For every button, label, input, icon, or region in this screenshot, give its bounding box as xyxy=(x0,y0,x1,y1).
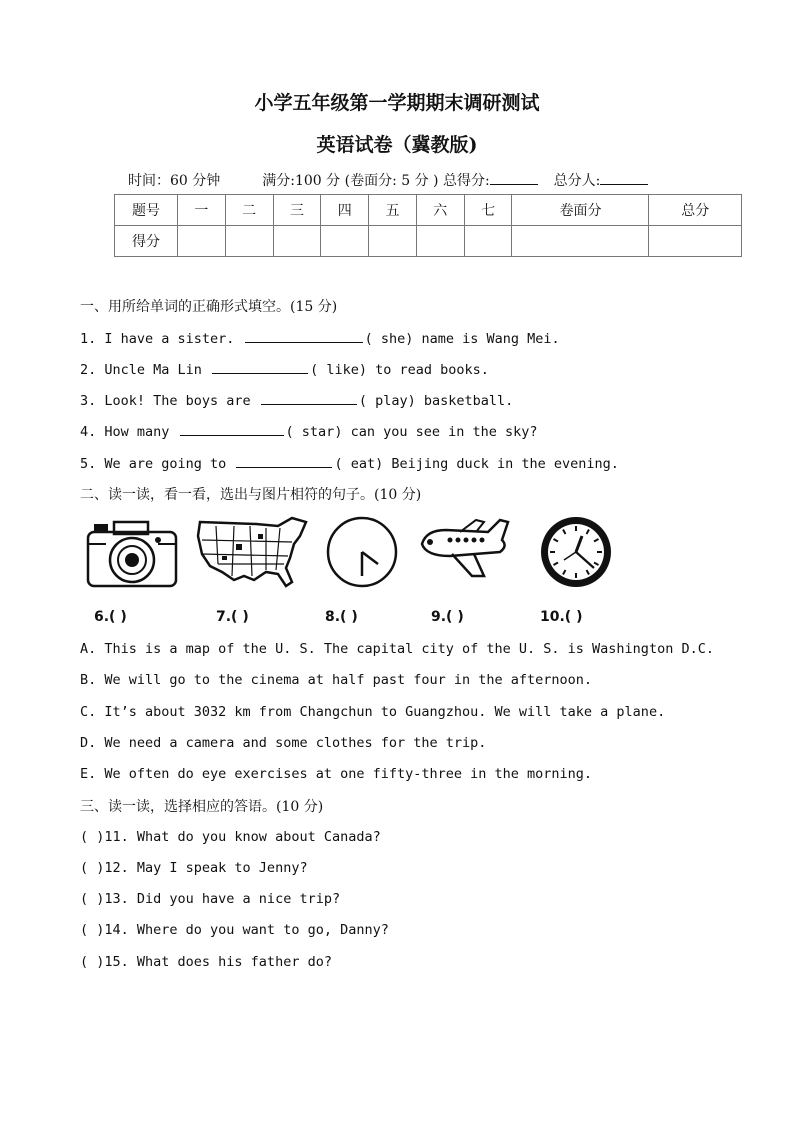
picture-answer-10[interactable]: 10.( ) xyxy=(540,609,583,625)
exam-info-line xyxy=(128,170,648,190)
question-text: 3. Look! The boys are xyxy=(80,393,251,409)
question-text: ( star) can you see in the sky? xyxy=(285,424,538,440)
score-table-score-row xyxy=(115,226,742,257)
question-12[interactable]: ( )12. May I speak to Jenny? xyxy=(80,860,308,876)
score-cell: 六 xyxy=(416,195,464,226)
answer-blank[interactable] xyxy=(261,391,357,405)
answer-blank[interactable] xyxy=(236,454,332,468)
question-text: ( like) to read books. xyxy=(310,362,489,378)
question-text: 1. I have a sister. xyxy=(80,331,235,347)
score-cell: 总分 xyxy=(649,195,742,226)
score-cell: 五 xyxy=(369,195,417,226)
question-11[interactable]: ( )11. What do you know about Canada? xyxy=(80,829,381,845)
exam-title: 小学五年级第一学期期末调研测试 xyxy=(254,92,540,114)
option-b: B. We will go to the cinema at half past four in the afternoon. xyxy=(80,672,593,688)
option-a: A. This is a map of the U. S. The capital city of the U. S. is Washington D.C. xyxy=(80,641,714,657)
question-5 xyxy=(80,454,619,472)
question-1 xyxy=(80,329,560,347)
question-13[interactable]: ( )13. Did you have a nice trip? xyxy=(80,891,341,907)
option-c: C. It’s about 3032 km from Changchun to Guangzhou. We will take a plane. xyxy=(80,704,666,720)
score-cell: 一 xyxy=(178,195,226,226)
score-input-cell[interactable] xyxy=(178,226,226,257)
question-4 xyxy=(80,422,538,440)
question-2 xyxy=(80,360,489,378)
question-text: ( play) basketball. xyxy=(358,393,514,409)
score-input-cell[interactable] xyxy=(321,226,369,257)
section3-heading: 三、读一读，选择相应的答语。(10 分) xyxy=(80,799,324,815)
question-14[interactable]: ( )14. Where do you want to go, Danny? xyxy=(80,922,389,938)
answer-blank[interactable] xyxy=(180,422,284,436)
picture-answer-9[interactable]: 9.( ) xyxy=(431,609,464,625)
score-input-cell[interactable] xyxy=(464,226,512,257)
score-input-cell[interactable] xyxy=(369,226,417,257)
score-input-cell[interactable] xyxy=(273,226,321,257)
section2-heading: 二、读一读，看一看，选出与图片相符的句子。(10 分) xyxy=(80,487,422,503)
scorer-blank[interactable] xyxy=(600,172,648,185)
question-text: 2. Uncle Ma Lin xyxy=(80,362,202,378)
score-cell: 二 xyxy=(225,195,273,226)
wall-clock-icon xyxy=(538,514,614,590)
clock-face-icon xyxy=(324,514,400,590)
answer-blank[interactable] xyxy=(245,329,363,343)
question-3 xyxy=(80,391,513,409)
exam-full-score: 满分:100 分 (卷面分: 5 分 ) 总得分: xyxy=(262,173,490,189)
answer-blank[interactable] xyxy=(212,360,308,374)
airplane-icon xyxy=(416,514,512,584)
camera-icon xyxy=(84,514,180,590)
section1-heading: 一、用所给单词的正确形式填空。(15 分) xyxy=(80,299,338,315)
us-map-icon xyxy=(196,514,312,590)
question-text: ( she) name is Wang Mei. xyxy=(364,331,560,347)
option-d: D. We need a camera and some clothes for the trip. xyxy=(80,735,487,751)
exam-subtitle: 英语试卷（冀教版) xyxy=(316,134,478,156)
total-score-blank[interactable] xyxy=(490,172,538,185)
score-input-cell[interactable] xyxy=(649,226,742,257)
option-e: E. We often do eye exercises at one fifty-three in the morning. xyxy=(80,766,593,782)
score-cell: 题号 xyxy=(115,195,178,226)
question-text: ( eat) Beijing duck in the evening. xyxy=(334,456,619,472)
exam-scorer: 总分人: xyxy=(553,173,601,189)
question-text: 4. How many xyxy=(80,424,170,440)
score-cell: 四 xyxy=(321,195,369,226)
score-row-label: 得分 xyxy=(115,226,178,257)
score-table-header-row xyxy=(115,195,742,226)
score-input-cell[interactable] xyxy=(512,226,649,257)
picture-answer-8[interactable]: 8.( ) xyxy=(325,609,358,625)
picture-answer-6[interactable]: 6.( ) xyxy=(94,609,127,625)
picture-answer-7[interactable]: 7.( ) xyxy=(216,609,249,625)
question-text: 5. We are going to xyxy=(80,456,227,472)
score-input-cell[interactable] xyxy=(225,226,273,257)
score-input-cell[interactable] xyxy=(416,226,464,257)
score-table xyxy=(114,194,742,257)
score-cell: 三 xyxy=(273,195,321,226)
exam-time: 时间：60 分钟 xyxy=(128,173,221,189)
score-cell: 卷面分 xyxy=(512,195,649,226)
score-cell: 七 xyxy=(464,195,512,226)
question-15[interactable]: ( )15. What does his father do? xyxy=(80,954,332,970)
